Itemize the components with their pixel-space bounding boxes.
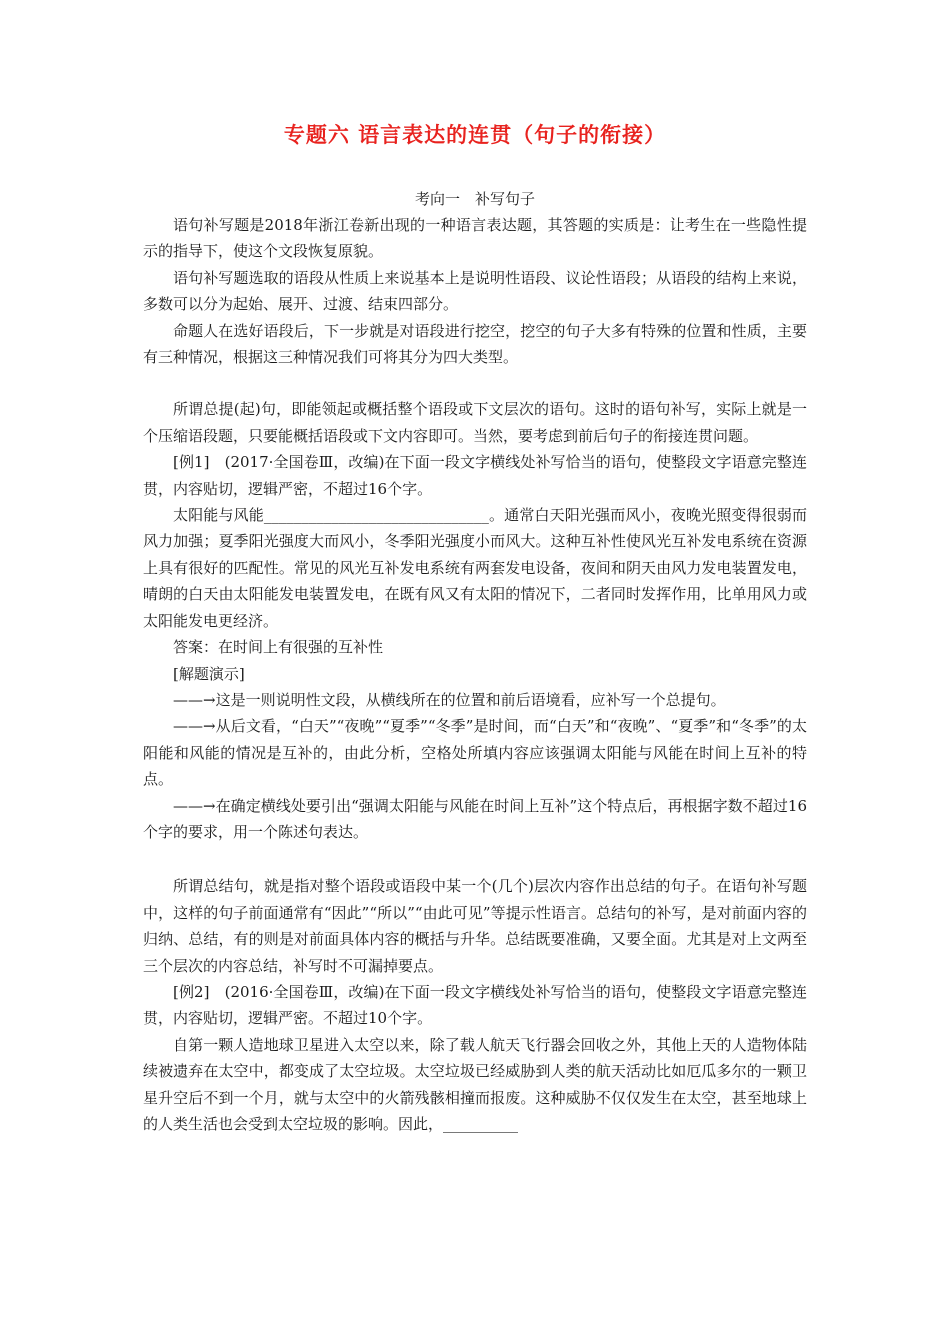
example-1-passage: 太阳能与风能______________________________。通常白天阳光强而风小，夜晚光照变得很弱而风力加强；夏季阳光强度大而风小，冬季阳光强度小而风大。这种互补性使风光互补发电系统在资源上具有很好的匹配性。常见的风光互补发电系统有两套发电设备，夜间和阴天由风力发电装置发电，晴朗的白天由太阳能发电装置发电，在既有风又有太阳的情况下，二者同时发挥作用，比单用风力或太阳能发电更经济。 bbox=[143, 506, 807, 630]
summary-sentence-definition: 所谓总提(起)句，即能领起或概括整个语段或下文层次的语句。这时的语句补写，实际上就是一个压缩语段题，只要能概括语段或下文内容即可。当然，要考虑到前后句子的衔接连贯问题。 bbox=[143, 400, 807, 445]
section-subtitle: 考向一 补写句子 bbox=[414, 190, 535, 208]
intro-paragraph: 语句补写题是2018年浙江卷新出现的一种语言表达题，其答题的实质是：让考生在一些隐性提示的指导下，使这个文段恢复原貌。 bbox=[143, 216, 807, 261]
intro-paragraph: 命题人在选好语段后，下一步就是对语段进行挖空，挖空的句子大多有特殊的位置和性质，主要有三种情况，根据这三种情况我们可将其分为四大类型。 bbox=[143, 321, 807, 367]
example-1-prompt: [例1] (2017·全国卷Ⅲ，改编)在下面一段文字横线处补写恰当的语句，使整段文字语意完整连贯，内容贴切，逻辑严密，不超过16个字。 bbox=[143, 453, 807, 498]
blank-line bbox=[143, 370, 807, 396]
solution-step: ——→在确定横线处要引出“强调太阳能与风能在时间上互补”这个特点后，再根据字数不超过16个字的要求，用一个陈述句表达。 bbox=[143, 796, 807, 841]
solution-demo-heading: [解题演示] bbox=[173, 664, 245, 683]
conclusion-sentence-definition: 所谓总结句，就是指对整个语段或语段中某一个(几个)层次内容作出总结的句子。在语句补写题中，这样的句子前面通常有“因此”“所以”“由此可见”等提示性语言。总结句的补写，是对前面内容的归纳、总结，有的则是对前面具体内容的概括与升华。总结既要准确，又要全面。尤其是对上文两至三个层次的内容总结，补写时不可漏掉要点。 bbox=[143, 877, 807, 975]
intro-paragraph: 语句补写题选取的语段从性质上来说基本上是说明性语段、议论性语段；从语段的结构上来说，多数可以分为起始、展开、过渡、结束四部分。 bbox=[143, 268, 807, 314]
blank-line bbox=[143, 845, 807, 873]
example-2-prompt: [例2] (2016·全国卷Ⅲ，改编)在下面一段文字横线处补写恰当的语句，使整段文字语意完整连贯，内容贴切，逻辑严密。不超过10个字。 bbox=[143, 982, 807, 1028]
solution-step: ——→这是一则说明性文段，从横线所在的位置和前后语境看，应补写一个总提句。 bbox=[173, 690, 726, 709]
example-1-answer: 答案：在时间上有很强的互补性 bbox=[173, 638, 384, 657]
solution-step: ——→从后文看，“白天”“夜晚”“夏季”“冬季”是时间，而“白天”和“夜晚”、“夏季”和“冬季”的太阳能和风能的情况是互补的，由此分析，空格处所填内容应该强调太阳能与风能在时间上互补的特点。 bbox=[143, 717, 807, 789]
document-title: 专题六 语言表达的连贯（句子的衔接） bbox=[283, 122, 667, 147]
document-body bbox=[143, 186, 807, 1137]
example-2-passage: 自第一颗人造地球卫星进入太空以来，除了载人航天飞行器会回收之外，其他上天的人造物体陆续被遗弃在太空中，都变成了太空垃圾。太空垃圾已经威胁到人类的航天活动比如厄瓜多尔的一颗卫星升空后不到一个月，就与太空中的火箭残骸相撞而报废。这种威胁不仅仅发生在太空，甚至地球上的人类生活也会受到太空垃圾的影响。因此，__________ bbox=[143, 1035, 807, 1133]
